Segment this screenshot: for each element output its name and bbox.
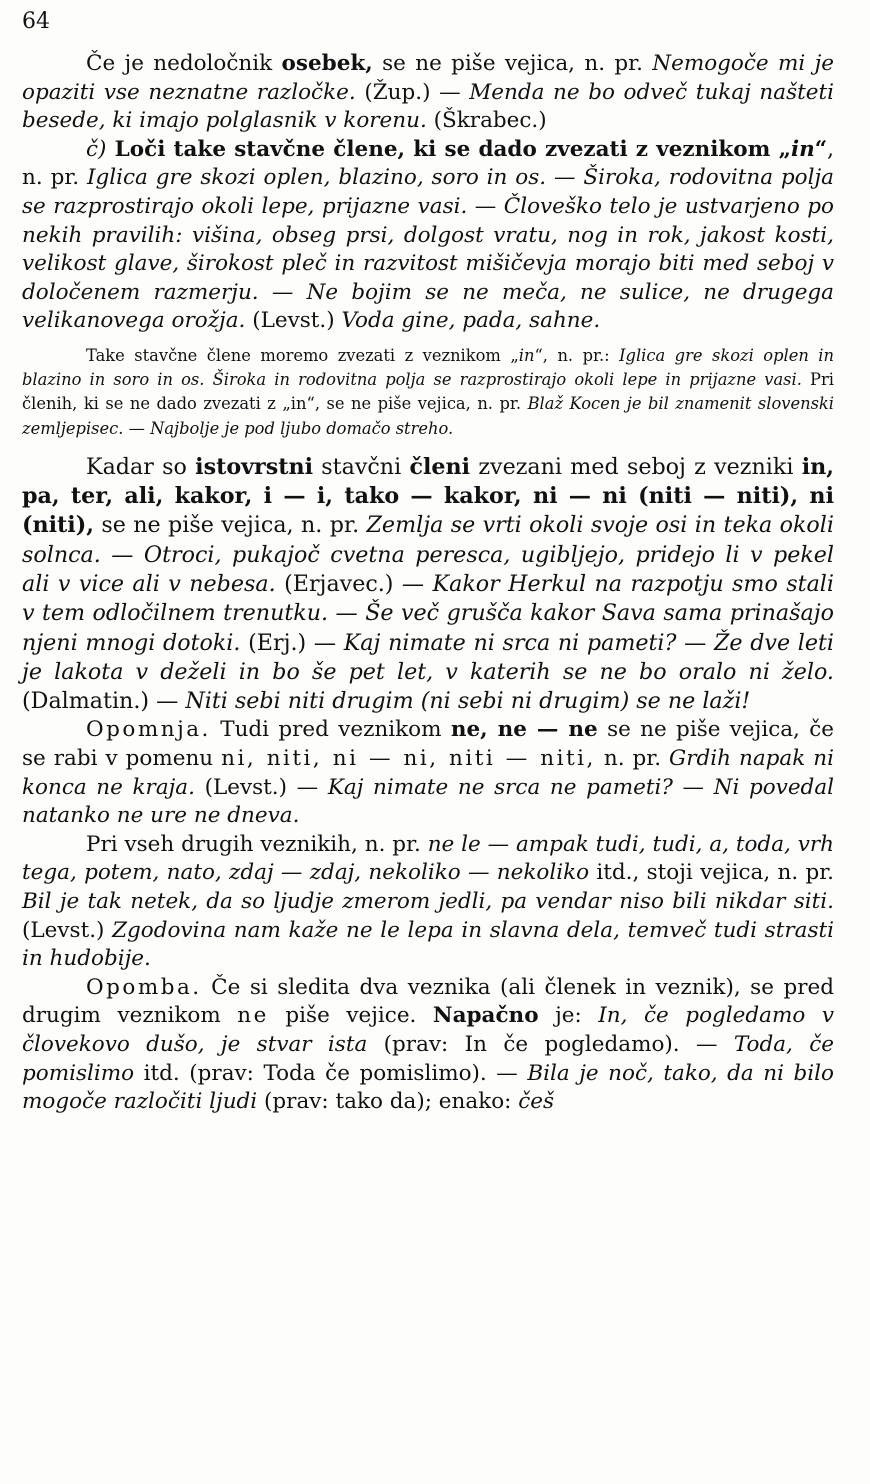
example: Kakor Herkul na razpotju smo stali v tem odločilnem trenutku. [22, 570, 834, 627]
text: — [100, 541, 144, 568]
example: Kaj nimate ni srca ni pameti? [343, 629, 677, 656]
text: (prav: tako da); enako: [257, 1089, 519, 1115]
example: Zgodovina nam kaže ne le lepa in slavna dela, temveč tudi strasti in hudobije. [22, 917, 835, 972]
text: “, n. pr.: [534, 345, 620, 365]
example: Toda, če pomislimo [22, 1031, 834, 1086]
paragraph-opomnja [22, 716, 834, 830]
example: Človeško telo je ustvarjeno po nekih pravilih: višina, obseg prsi, dolgost vratu, nog in rok, jakost kosti, velikost glave, širokost pleč in razvitost mišičevja morajo biti med seboj v določenem razmerju. [22, 193, 834, 305]
example: Grdih napak ni konca ne kraja. [22, 746, 834, 800]
spaced-heading: Opomnja. [86, 717, 211, 743]
text: je: [538, 1003, 599, 1029]
text: (Levst.) [245, 308, 342, 334]
text: se ne piše vejica, n. pr. [372, 51, 653, 76]
emphasis: členi [409, 453, 471, 480]
text: — [258, 279, 307, 305]
spaced-text: ni, niti, ni — ni, niti — niti, [221, 746, 596, 772]
text: (Dalmatin.) — [22, 688, 186, 715]
text: Pri vseh drugih veznikih, n. pr. [86, 831, 428, 857]
rule-text: “ [814, 136, 828, 162]
emphasis: ne, ne — ne [450, 717, 598, 743]
text: Kadar so [86, 453, 196, 480]
text: stavčni [313, 453, 410, 480]
spaced-heading: Opomba. [86, 974, 202, 1000]
text: , n. pr. [22, 136, 834, 191]
text: Take stavčne člene moremo zvezati z veznikom „ [86, 345, 519, 365]
example: Iglica gre skozi oplen, blazino, soro in os. [86, 165, 547, 191]
spaced-text: ne [237, 1003, 269, 1029]
example: Že dve leti je lakota v deželi in bo še pet let, v katerih se ne bo oralo ni želo. [22, 629, 834, 685]
example: Še več grušča kakor Sava sama prinašajo njeni mnogi dotoki. [22, 600, 835, 656]
paragraph-rule-c [22, 136, 834, 336]
rule-text: Loči take stavčne člene, ki se dado zvezati z veznikom „ [106, 136, 791, 162]
example: Zemlja se vrti okoli svoje osi in teka okoli solnca. [22, 512, 834, 568]
text: (Škrabec.) [426, 108, 547, 134]
text: (Žup.) — [355, 79, 470, 105]
example: Kaj nimate ne srca ne pameti? [327, 774, 673, 800]
paragraph-same-kind-members [22, 453, 834, 717]
text: — [672, 774, 714, 800]
paragraph-infinitive-subject [22, 50, 834, 136]
text: Če si sledita dva veznika (ali členek in veznik), se pred drugim veznikom [22, 974, 834, 1029]
example: Niti sebi niti drugim (ni sebi ni drugim) se ne laži! [185, 688, 751, 715]
emphasis: osebek, [281, 51, 373, 76]
example: In, če pogledamo v človekovo dušo, je stvar ista [22, 1003, 834, 1057]
text: — [546, 165, 584, 191]
text: Tudi pred veznikom [210, 717, 451, 743]
rule-word: in [790, 136, 815, 162]
paragraph-opomba [22, 974, 834, 1117]
example: in [518, 345, 535, 365]
text: se ne piše vejica, če se rabi v pomenu [22, 717, 834, 772]
text: itd., stoji vejica, n. pr. [589, 860, 834, 886]
text: — [123, 418, 151, 438]
text: — [328, 600, 366, 627]
example: Otroci, pukajoč cvetna peresca, ugibljejo, pridejo li v pekel ali v vice ali v nebesa. [22, 541, 835, 597]
text: — [467, 193, 504, 219]
example: Bila je noč, tako, da ni bilo mogoče razločiti ljudi [22, 1060, 834, 1115]
text: n. pr. [595, 746, 670, 772]
note-small-print [22, 344, 834, 441]
emphasis: Napačno [432, 1003, 539, 1029]
text: (prav: In če pogledamo). — [367, 1031, 734, 1057]
text: Pri členih, ki se ne dado zvezati z „in“, se ne piše vejica, n. pr. [22, 370, 834, 414]
emphasis: istovrstni [195, 453, 314, 480]
text: zvezani med seboj z vezniki [470, 453, 802, 480]
example: Ne bojim se ne meča, ne sulice, ne drugega velikanovega orožja. [22, 279, 835, 334]
example: Bil je tak netek, da so ljudje zmerom jedli, pa vendar niso bili nikdar siti. [22, 888, 834, 914]
text: Če je nedoločnik [86, 51, 282, 76]
example: Voda gine, pada, sahne. [341, 308, 601, 334]
example: Menda ne bo odveč tukaj našteti besede, ki imajo polglasnik v korenu. [22, 79, 835, 134]
rule-marker: č) [86, 136, 107, 162]
text: itd. (prav: Toda če pomislimo). — [134, 1060, 528, 1086]
example: Blaž Kocen je bil znamenit slovenski zemljepisec. [22, 394, 835, 438]
page-number: 64 [22, 9, 50, 34]
example: Nemogoče mi je opaziti vse neznatne razločke. [22, 51, 834, 105]
text: (Erjavec.) — [275, 570, 433, 597]
example: češ [518, 1089, 555, 1115]
text: se ne piše vejica, n. pr. [93, 512, 367, 539]
example: Najbolje je pod ljubo domačo streho. [150, 418, 454, 438]
example: ne le — ampak tudi, tudi, a, toda, vrh tega, potem, nato, zdaj — zdaj, nekoliko — nekoliko [22, 831, 834, 886]
text: (Levst.) [22, 917, 113, 943]
example: Iglica gre skozi oplen in blazino in soro in os. Široka in rodovitna polja se razprostirajo okoli lepe in prijazne vasi. [22, 345, 834, 390]
example: Ni povedal natanko ne ure ne dneva. [22, 774, 835, 829]
text: piše vejice. [268, 1003, 433, 1029]
text: (Levst.) — [194, 774, 328, 800]
text: (Erj.) — [240, 629, 344, 656]
conjunction-list: in, pa, ter, ali, kakor, i — i, tako — kakor, ni — ni (niti — niti), ni (niti), [22, 453, 835, 539]
text: — [676, 629, 714, 656]
paragraph-other-conjunctions [22, 831, 834, 974]
example: Široka, rodovitna polja se razprostirajo okoli lepe, prijazne vasi. [22, 165, 834, 219]
